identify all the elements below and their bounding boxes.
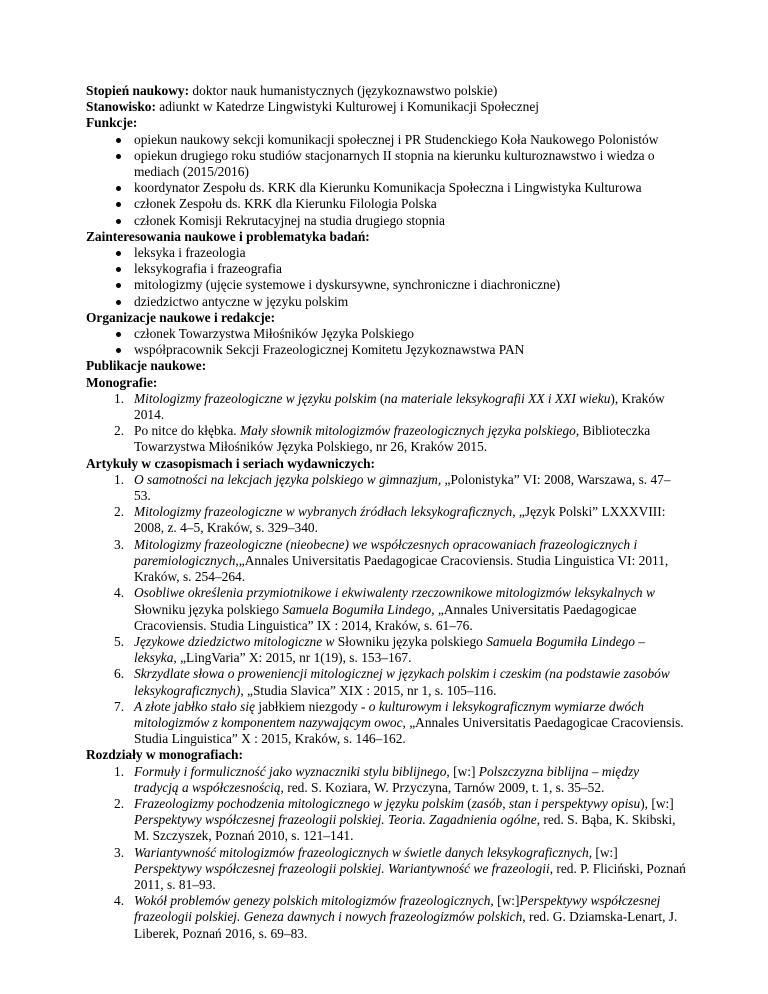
text-part: , „Studia Slavica” XIX : 2015, nr 1, s. 105–116. xyxy=(240,682,497,698)
text-part: , red. P. Fliciński, Poznań 2011, s. 81–93. xyxy=(134,860,686,892)
position-value: adiunkt w Katedrze Lingwistyki Kulturowej i Komunikacji Społecznej xyxy=(155,99,539,115)
title-part: Samuela Bogumiła Lindego – leksyka xyxy=(134,633,646,666)
list-item: opiekun naukowy sekcji komunikacji społecznej i PR Studenckiego Koła Naukowego Polonistów xyxy=(86,132,686,148)
item-number: 1. xyxy=(114,763,125,779)
title-part: - o kulturowym i leksykograficznym wymiarze dwóch mitologizmów z komponentem nazywającym owoc xyxy=(134,698,644,730)
articles-list xyxy=(86,472,686,747)
interests-list xyxy=(86,245,686,310)
list-item xyxy=(86,845,686,894)
title-part: Mitologizmy frazeologiczne (nieobecne) we współczesnych opracowaniach frazeologicznych i paremiologicznych xyxy=(134,536,638,568)
text-part: Po nitce do kłębka. xyxy=(134,423,240,439)
title-part: Mitologizmy frazeologiczne w języku polskim xyxy=(134,390,377,406)
monographs-list xyxy=(86,391,686,456)
title-part: Perspektywy współczesnej frazeologii polskiej. Teoria. Zagadnienia ogólne xyxy=(134,812,537,828)
item-number: 1. xyxy=(114,471,125,487)
title-part: O samotności na lekcjach języka polskiego w gimnazjum, xyxy=(134,471,442,487)
title-part: Perspektywy współczesnej frazeologii polskiej. Geneza dawnych i nowych frazeologizmów polskich xyxy=(134,893,661,925)
item-number: 5. xyxy=(114,633,125,649)
text-part: , „Język Polski” LXXXVIII: 2008, z. 4–5, Kraków, s. 329–340. xyxy=(134,504,666,536)
list-item: leksykografia i frazeografia xyxy=(86,261,686,277)
title-part: Wariantywność mitologizmów frazeologicznych w świetle danych leksykograficznych xyxy=(134,844,589,860)
text-part: , „Annales Universitatis Paedagogicae Cracoviensis. Studia Linguistica” X : 2015, Kraków, s. 146–162. xyxy=(134,714,684,747)
text-part: , [w:] xyxy=(490,893,520,909)
text-part: ( xyxy=(376,390,385,406)
list-item xyxy=(86,504,686,536)
title-part: Mitologizmy frazeologiczne w wybranych źródłach leksykograficznych xyxy=(134,504,513,520)
position-line xyxy=(86,99,686,115)
functions-list xyxy=(86,132,686,229)
title-part: zasób, stan i perspektywy opisu xyxy=(471,795,641,811)
item-number: 2. xyxy=(114,795,125,811)
organizations-list xyxy=(86,326,686,358)
title-part: Formuły i formuliczność jako wyznaczniki stylu biblijnego xyxy=(134,763,447,779)
title-part: Frazeologizmy pochodzenia mitologicznego w języku polskim xyxy=(134,795,464,811)
text-part: Słowniku języka polskiego xyxy=(134,601,283,617)
text-part: , red. S. Koziara, W. Przyczyna, Tarnów 2009, t. 1, s. 35–52. xyxy=(280,779,605,795)
list-item xyxy=(86,634,686,666)
degree-label: Stopień naukowy: xyxy=(86,83,190,98)
chapters-list xyxy=(86,764,686,942)
monographs-heading: Monografie: xyxy=(86,374,158,390)
text-part: Słowniku języka polskiego xyxy=(334,633,487,649)
articles-heading: Artykuły w czasopismach i seriach wydawniczych: xyxy=(86,455,375,471)
chapters-heading: Rozdziały w monografiach: xyxy=(86,747,243,763)
title-part: Samuela Bogumiła Lindego xyxy=(282,601,432,617)
title-part: Perspektywy współczesnej frazeologii polskiej. Wariantywność we frazeologii xyxy=(134,860,550,876)
text-part: , [w:] xyxy=(446,763,479,779)
item-number: 6. xyxy=(114,666,125,682)
text-part: „Polonistyka” VI: 2008, Warszawa, s. 47–53. xyxy=(134,471,671,504)
list-item xyxy=(86,796,686,845)
list-item xyxy=(86,472,686,504)
degree-line xyxy=(86,83,686,99)
list-item xyxy=(86,423,686,455)
title-part: Wokół problemów genezy polskich mitologizmów frazeologicznych xyxy=(134,893,491,909)
publications-heading: Publikacje naukowe: xyxy=(86,358,207,374)
list-item xyxy=(86,585,686,634)
list-item xyxy=(86,666,686,698)
list-item: koordynator Zespołu ds. KRK dla Kierunku Komunikacja Społeczna i Lingwistyka Kulturowa xyxy=(86,180,686,196)
list-item: mitologizmy (ujęcie systemowe i dyskursywne, synchroniczne i diachroniczne) xyxy=(86,277,686,293)
item-number: 1. xyxy=(114,390,125,406)
title-part: na materiale leksykografii XX i XXI wieku xyxy=(384,390,611,406)
functions-heading: Funkcje: xyxy=(86,115,138,131)
list-item xyxy=(86,391,686,423)
text-part: ), [w:] xyxy=(640,795,674,811)
text-part: , red. G. Dziamska-Lenart, J. Liberek, Poznań 2016, s. 69–83. xyxy=(134,909,678,941)
list-item xyxy=(86,893,686,942)
text-part: ), Kraków 2014. xyxy=(134,390,665,423)
item-number: 4. xyxy=(114,585,125,601)
position-label: Stanowisko: xyxy=(86,99,156,115)
interests-heading: Zainteresowania naukowe i problematyka badań: xyxy=(86,228,370,244)
text-part: , [w:] xyxy=(588,844,618,860)
list-item: członek Komisji Rekrutacyjnej na studia drugiego stopnia xyxy=(86,213,686,229)
text-part: jabłkiem niezgody xyxy=(255,698,361,714)
list-item: dziedzictwo antyczne w języku polskim xyxy=(86,294,686,310)
list-item: opiekun drugiego roku studiów stacjonarnych II stopnia na kierunku kulturoznawstwo i wiedza o mediach (2015/2016) xyxy=(86,148,686,180)
item-number: 7. xyxy=(114,698,125,714)
text-part: ( xyxy=(463,795,472,811)
text-part: ,„Annales Universitatis Paedagogicae Cracoviensis. Studia Linguistica VI: 2011, Kraków, s. 254–264. xyxy=(134,552,669,585)
item-number: 4. xyxy=(114,893,125,909)
title-part: A złote jabłko stało się xyxy=(134,698,256,714)
item-number: 2. xyxy=(114,423,125,439)
item-number: 2. xyxy=(114,504,125,520)
title-part: Mały słownik mitologizmów frazeologicznych języka polskiego xyxy=(240,423,576,439)
list-item xyxy=(86,699,686,748)
list-item: członek Zespołu ds. KRK dla Kierunku Filologia Polska xyxy=(86,196,686,212)
degree-value: doktor nauk humanistycznych (językoznawstwo polskie) xyxy=(189,83,498,98)
text-part: , Biblioteczka Towarzystwa Miłośników Języka Polskiego, nr 26, Kraków 2015. xyxy=(134,423,651,455)
title-part: Osobliwe określenia przymiotnikowe i ekwiwalenty rzeczownikowe mitologizmów leksykalnych w xyxy=(134,585,655,601)
organizations-heading: Organizacje naukowe i redakcje: xyxy=(86,309,276,325)
text-part: , „Annales Universitatis Paedagogicae Cracoviensis. Studia Linguistica” IX : 2014, Kraków, s. 61–76. xyxy=(134,601,637,633)
list-item xyxy=(86,537,686,586)
list-item: leksyka i frazeologia xyxy=(86,245,686,261)
list-item xyxy=(86,764,686,796)
cv-document xyxy=(86,83,686,942)
title-part: Skrzydlate słowa o proweniencji mitologicznej w językach polskim i czeskim (na podstawie zasobów leksykograficznych) xyxy=(134,666,670,698)
title-part: Polszczyzna biblijna – między tradycją a współczesnością xyxy=(134,763,640,795)
text-part: , red. S. Bąba, K. Skibski, M. Szczyszek, Poznań 2010, s. 121–141. xyxy=(134,812,676,844)
text-part: , „LingVaria” X: 2015, nr 1(19), s. 153–167. xyxy=(173,650,412,666)
title-part: Językowe dziedzictwo mitologiczne w xyxy=(134,633,335,649)
list-item: członek Towarzystwa Miłośników Języka Polskiego xyxy=(86,326,686,342)
list-item: współpracownik Sekcji Frazeologicznej Komitetu Językoznawstwa PAN xyxy=(86,342,686,358)
item-number: 3. xyxy=(114,844,125,860)
item-number: 3. xyxy=(114,536,125,552)
